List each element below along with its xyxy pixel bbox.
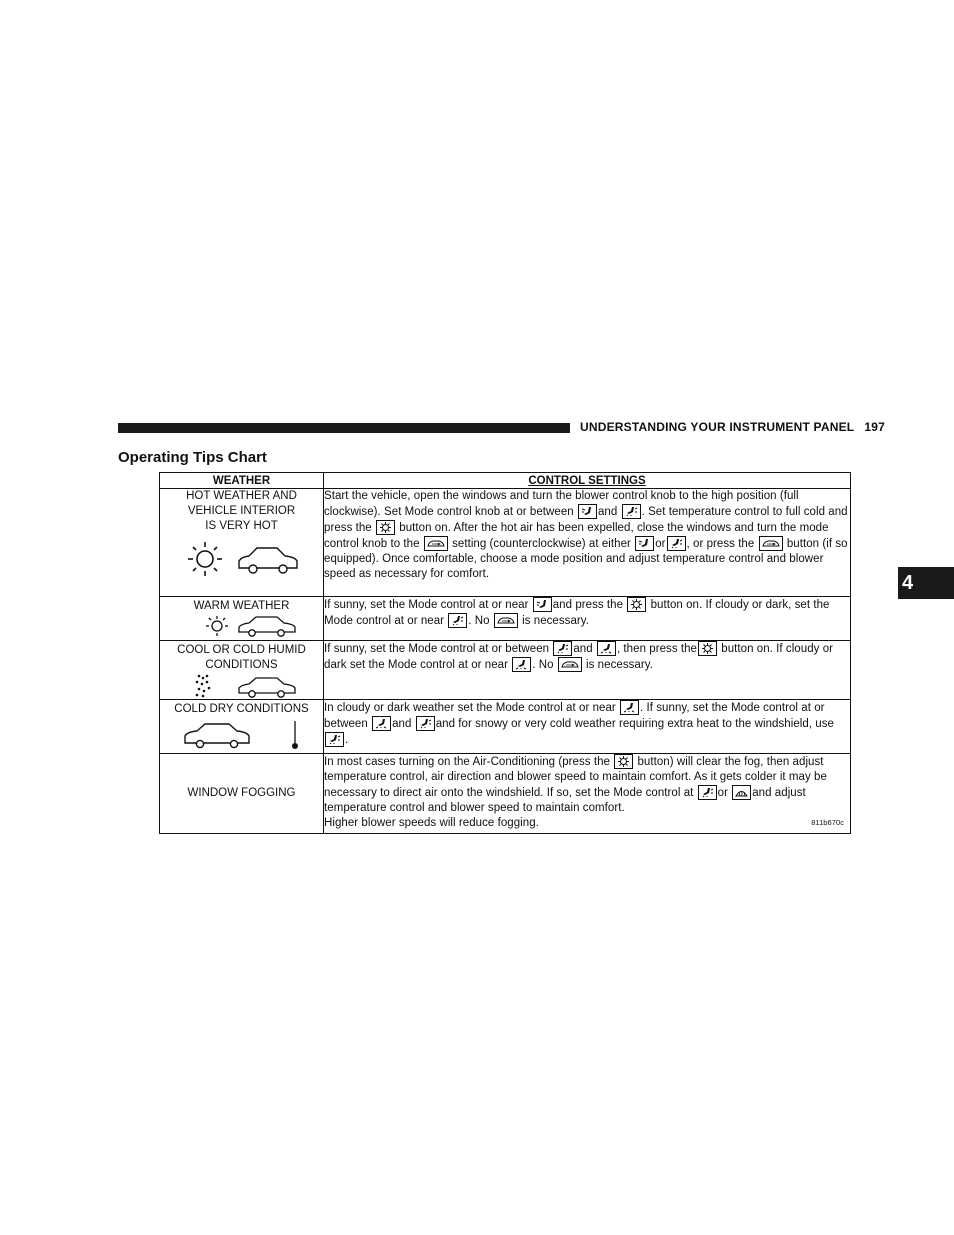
control-text: . No <box>468 615 490 627</box>
operating-tips-table <box>159 472 851 834</box>
control-settings-cell <box>324 597 851 641</box>
rain-and-car-icon <box>177 673 307 699</box>
weather-line: WARM WEATHER <box>193 600 290 612</box>
panel-mode-icon <box>635 536 654 551</box>
control-text: , then press the <box>616 643 698 655</box>
section-title: Operating Tips Chart <box>118 449 267 466</box>
control-text: and <box>597 506 618 518</box>
weather-cell <box>160 489 324 597</box>
recirculation-icon <box>558 657 582 672</box>
running-header <box>580 420 885 434</box>
control-text: . If sunny, set the Mode control at or between <box>324 702 825 730</box>
weather-cell <box>160 700 324 754</box>
control-text: button on. If cloudy or dark, set the Mode control at or near <box>324 599 830 627</box>
recirculation-icon <box>424 536 448 551</box>
floor-mode-icon <box>597 641 616 656</box>
weather-column-header: WEATHER <box>160 473 324 489</box>
ac-snowflake-icon <box>698 641 717 656</box>
bilevel-mode-icon <box>622 504 641 519</box>
weather-line: COOL OR COLD HUMID <box>177 644 306 656</box>
control-text: Start the vehicle, open the windows and turn the blower control knob to the high position (full clockwise). Set Mode control knob at or between <box>324 490 799 518</box>
weather-line: COLD DRY CONDITIONS <box>174 703 309 715</box>
mix-mode-icon <box>325 732 344 747</box>
control-text: setting (counterclockwise) at either <box>452 538 631 550</box>
table-row <box>160 489 851 597</box>
weather-cell <box>160 754 324 834</box>
control-text: and <box>573 643 593 655</box>
control-text: is necessary. <box>586 659 653 671</box>
control-text: If sunny, set the Mode control at or between <box>324 643 550 655</box>
control-settings-cell <box>324 489 851 597</box>
control-text: or <box>717 787 728 799</box>
defrost-icon <box>732 785 751 800</box>
control-settings-cell <box>324 641 851 700</box>
control-text: button (if so equipped). Once comfortable, choose a mode position and adjust temperature control and blower speed as necessary for comfort. <box>324 538 848 580</box>
control-text: and for snowy or very cold weather requiring extra heat to the windshield, use <box>435 718 834 730</box>
figure-code: 811b670c <box>811 818 844 827</box>
weather-line: VEHICLE INTERIOR <box>187 505 296 517</box>
floor-mode-icon <box>620 700 639 715</box>
table-row <box>160 700 851 754</box>
control-settings-cell <box>324 700 851 754</box>
header-rule <box>118 423 570 433</box>
recirculation-icon <box>759 536 783 551</box>
weather-line: IS VERY HOT <box>205 520 278 532</box>
weather-label <box>160 641 323 673</box>
control-text: button on. If cloudy or dark set the Mode control at or near <box>324 643 834 671</box>
table-row <box>160 597 851 641</box>
recirculation-icon <box>494 613 518 628</box>
floor-mode-icon <box>372 716 391 731</box>
control-text: , or press the <box>686 538 755 550</box>
panel-mode-icon <box>578 504 597 519</box>
car-and-thermometer-icon <box>167 719 317 753</box>
table-header-row <box>160 473 851 489</box>
control-text: . <box>345 734 349 746</box>
control-text: is necessary. <box>522 615 589 627</box>
control-text: and <box>392 718 412 730</box>
weather-label <box>160 597 323 614</box>
mix-mode-icon <box>416 716 435 731</box>
bilevel-mode-icon <box>667 536 686 551</box>
mix-mode-icon <box>698 785 717 800</box>
table-row <box>160 754 851 834</box>
control-column-header-text: CONTROL SETTINGS <box>528 475 646 487</box>
chapter-tab[interactable]: 4 <box>898 567 954 599</box>
floor-mode-icon <box>512 657 531 672</box>
control-text: button) will clear the fog, then adjust temperature control, air direction and blower speed to maintain comfort. As it gets colder it may be necessary to direct air onto the windshield. If so, set the Mode control at <box>324 756 827 799</box>
weather-cell <box>160 641 324 700</box>
weather-line: WINDOW FOGGING <box>187 787 296 799</box>
sun-and-car-icon <box>177 536 307 580</box>
weather-line: CONDITIONS <box>205 659 278 671</box>
control-text: In cloudy or dark weather set the Mode control at or near <box>324 702 616 714</box>
small-sun-and-car-icon <box>177 614 307 638</box>
weather-label <box>160 700 323 717</box>
control-settings-cell <box>324 754 851 834</box>
bilevel-mode-icon <box>553 641 572 656</box>
control-text: If sunny, set the Mode control at or near <box>324 599 529 611</box>
bilevel-mode-icon <box>448 613 467 628</box>
control-column-header <box>324 473 851 489</box>
control-text: and press the <box>552 599 624 611</box>
weather-label <box>160 786 323 801</box>
page-number: 197 <box>864 420 885 434</box>
panel-mode-icon <box>533 597 552 612</box>
control-text: . Set temperature control to full cold and press the <box>324 506 848 534</box>
control-text: In most cases turning on the Air-Conditioning (press the <box>324 756 610 768</box>
control-text: or <box>655 538 666 550</box>
control-text: . No <box>532 659 554 671</box>
control-text: Higher blower speeds will reduce fogging. <box>324 817 539 829</box>
ac-snowflake-icon <box>376 520 395 535</box>
weather-cell <box>160 597 324 641</box>
control-text: and adjust temperature control and blower speed to maintain comfort. <box>324 787 806 814</box>
weather-line: HOT WEATHER AND <box>186 490 297 502</box>
weather-label <box>160 489 323 534</box>
ac-snowflake-icon <box>627 597 646 612</box>
ac-snowflake-icon <box>614 754 633 769</box>
running-title: UNDERSTANDING YOUR INSTRUMENT PANEL <box>580 420 855 434</box>
table-row <box>160 641 851 700</box>
control-text: button on. After the hot air has been expelled, close the windows and turn the mode control knob to the <box>324 522 829 550</box>
